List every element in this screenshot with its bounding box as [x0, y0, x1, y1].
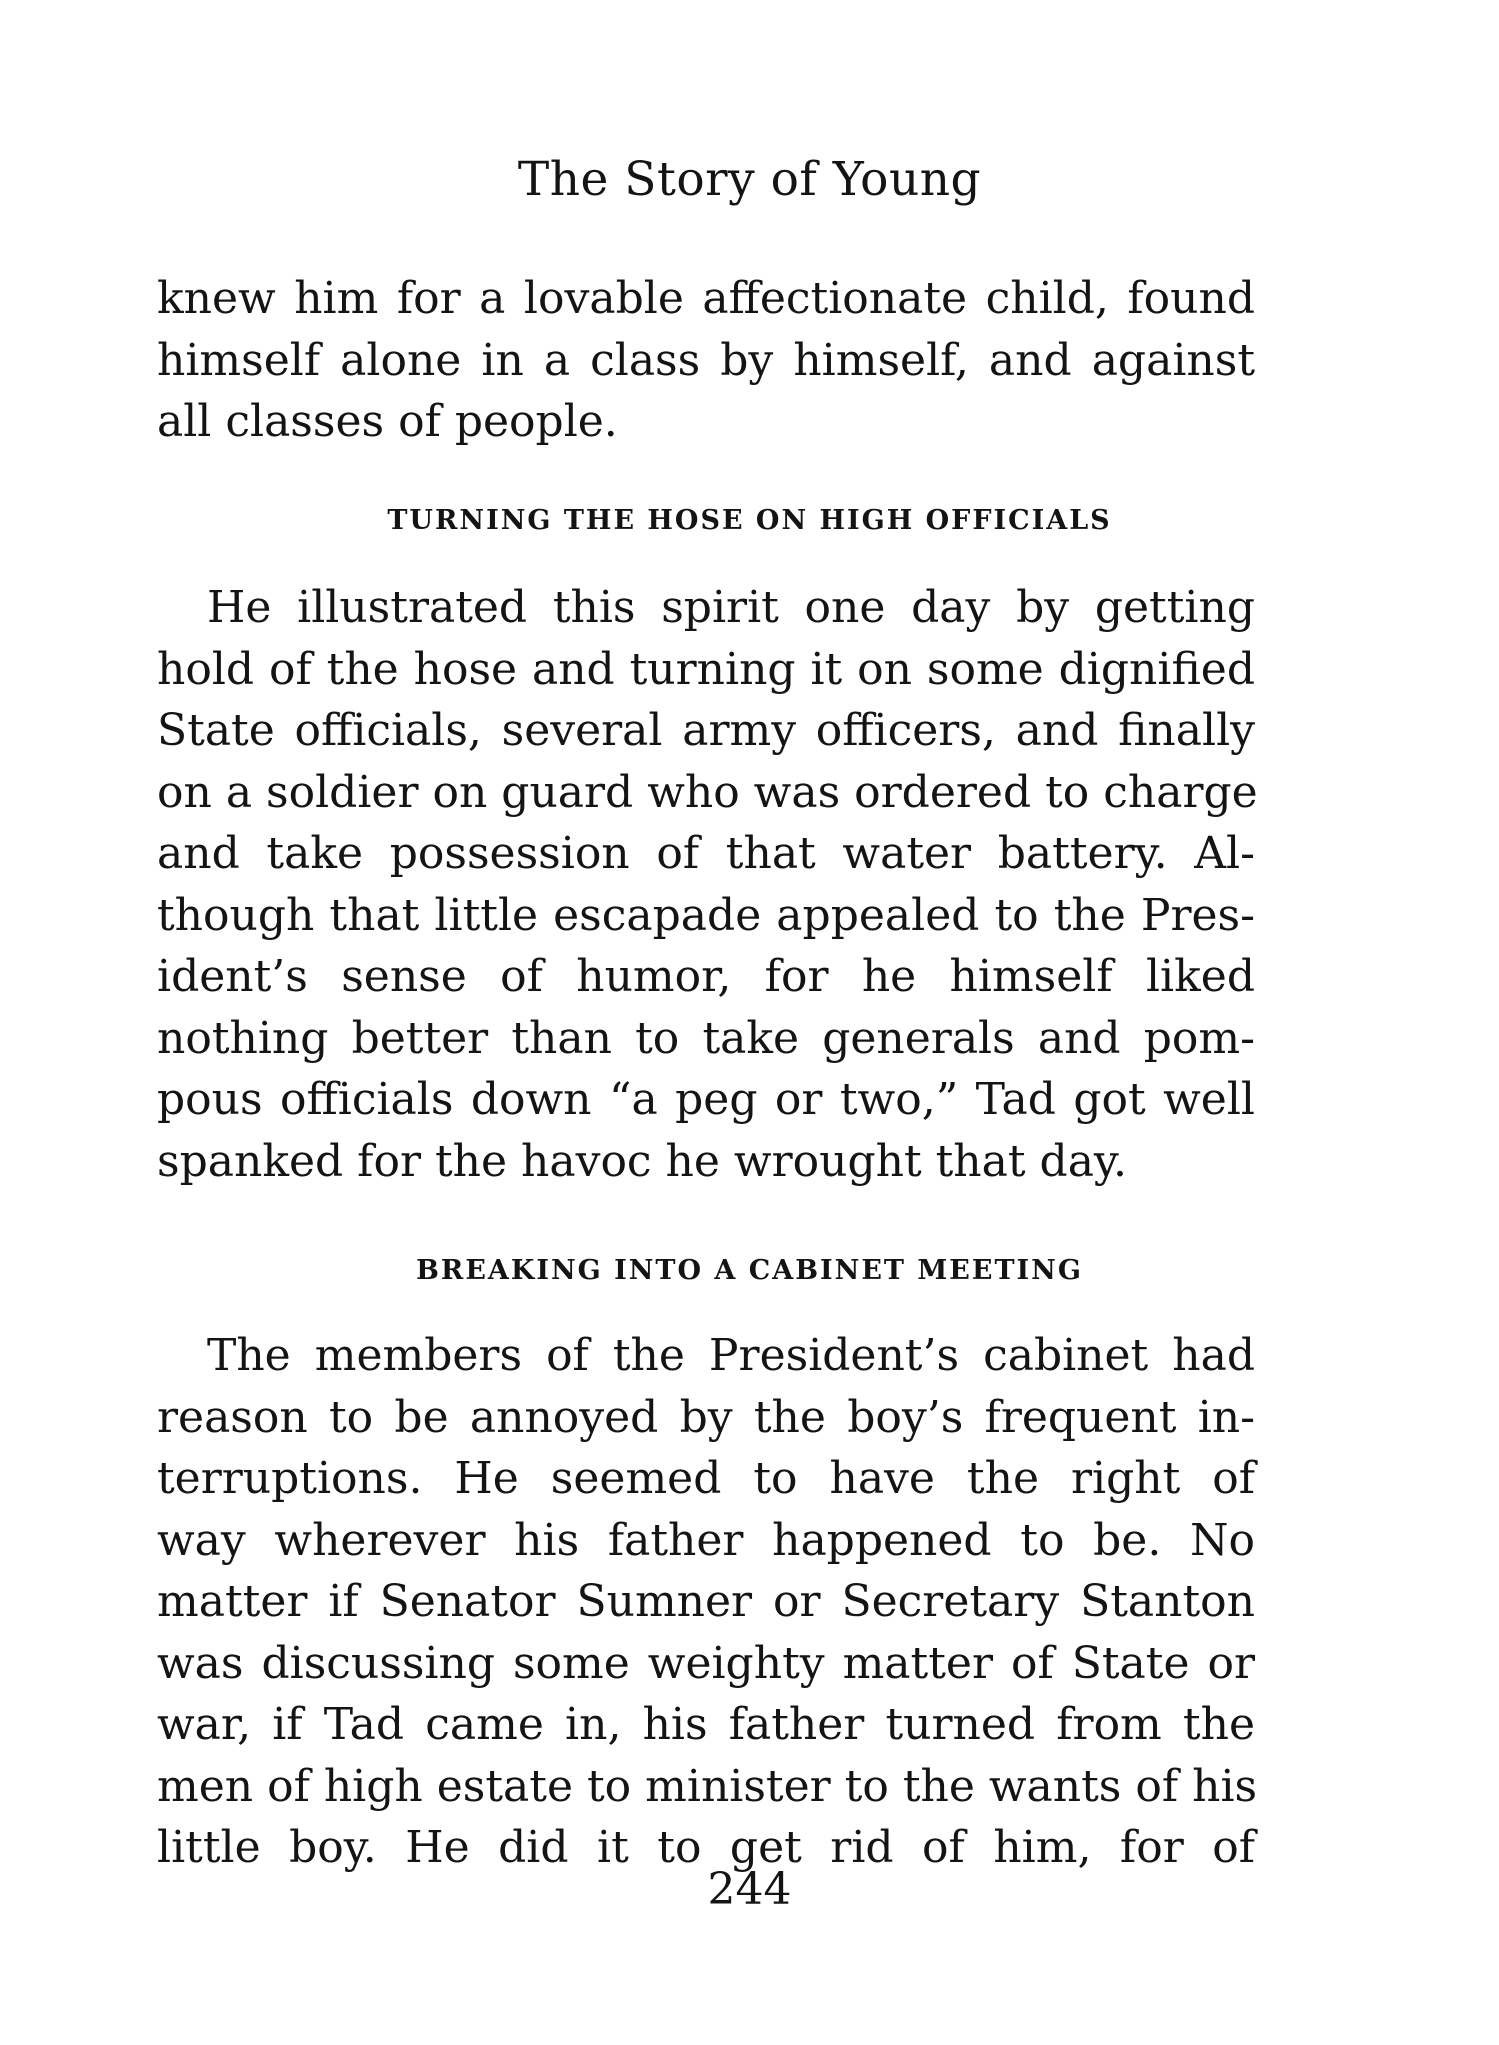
- text-line: war, if Tad came in, his father turned from the: [157, 1699, 1255, 1750]
- text-line: hold of the hose and turning it on some dignified: [157, 643, 1255, 695]
- text-line: terruptions. He seemed to have the right of: [157, 1453, 1255, 1504]
- text-line: little boy. He did it to get rid of him, for of: [157, 1822, 1255, 1873]
- text-line: way wherever his father happened to be. No: [157, 1514, 1255, 1566]
- text-line: though that little escapade appealed to the Pres-: [157, 889, 1255, 941]
- text-line: spanked for the havoc he wrought that day.: [157, 1135, 1127, 1187]
- paragraph-cabinet: [157, 1325, 1258, 1879]
- paragraph-hose: [157, 577, 1258, 1192]
- text-line: matter if Senator Sumner or Secretary Stanton: [157, 1576, 1255, 1627]
- text-line: nothing better than to take generals and pom-: [157, 1012, 1255, 1064]
- text-line: and take possession of that water battery. Al-: [157, 828, 1255, 879]
- text-line: reason to be annoyed by the boy’s frequent in-: [157, 1391, 1255, 1443]
- text-line: He illustrated this spirit one day by getting: [207, 582, 1255, 633]
- section-heading-hose: TURNING THE HOSE ON HIGH OFFICIALS: [387, 505, 1112, 536]
- section-heading-cabinet: BREAKING INTO A CABINET MEETING: [416, 1255, 1083, 1286]
- running-head: The Story of Young: [517, 152, 982, 207]
- text-line: on a soldier on guard who was ordered to charge: [157, 766, 1258, 818]
- text-line: knew him for a lovable affectionate child, found: [157, 273, 1255, 324]
- text-line: State officials, several army officers, and finally: [157, 705, 1255, 756]
- text-line: all classes of people.: [157, 396, 618, 447]
- paragraph-continuation: [157, 268, 1255, 453]
- text-line: The members of the President’s cabinet had: [207, 1330, 1255, 1381]
- text-line: ident’s sense of humor, for he himself liked: [157, 951, 1255, 1002]
- text-line: was discussing some weighty matter of State or: [157, 1637, 1255, 1689]
- text-line: pous officials down “a peg or two,” Tad got well: [157, 1074, 1255, 1125]
- page-number: 244: [707, 1864, 792, 1915]
- text-line: himself alone in a class by himself, and against: [157, 334, 1255, 386]
- text-line: men of high estate to minister to the wants of his: [157, 1760, 1258, 1812]
